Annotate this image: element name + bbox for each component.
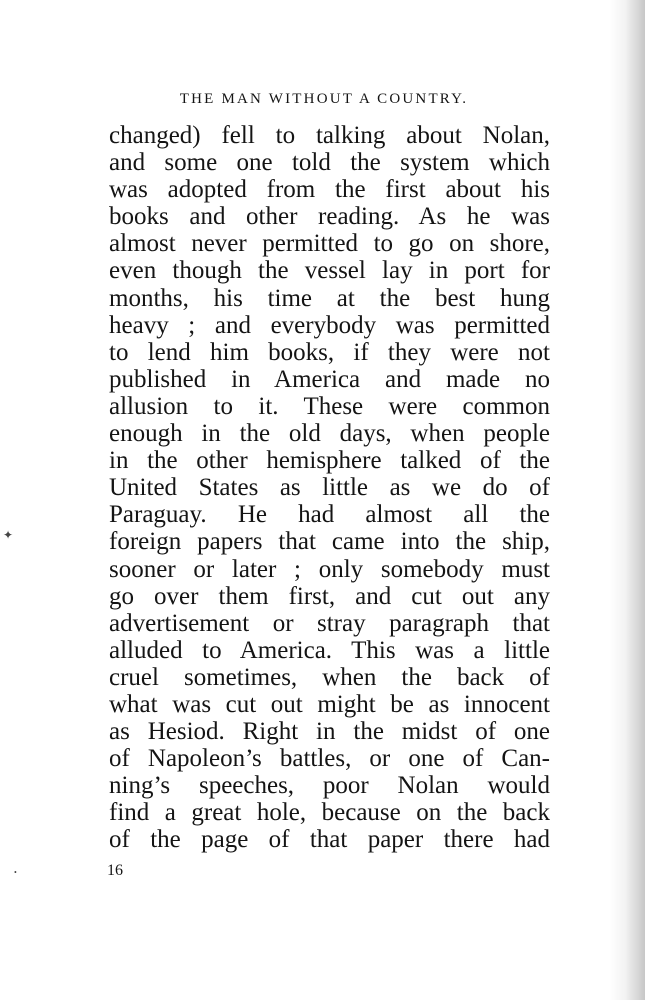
body-text bbox=[109, 122, 550, 854]
text-line: in the other hemisphere talked of the bbox=[109, 447, 550, 475]
text-line: enough in the old days, when people bbox=[109, 420, 550, 448]
text-line: and some one told the system which bbox=[109, 149, 550, 177]
text-line: Paraguay. He had almost all the bbox=[109, 501, 550, 529]
text-line: United States as little as we do of bbox=[109, 474, 550, 502]
text-line: ning’s speeches, poor Nolan would bbox=[109, 772, 550, 800]
scan-shadow-edge bbox=[609, 0, 645, 1000]
page-number: 16 bbox=[107, 862, 123, 879]
text-line: find a great hole, because on the back bbox=[109, 799, 550, 827]
text-line: heavy ; and everybody was permitted bbox=[109, 311, 550, 339]
text-line: of Napoleon’s battles, or one of Can- bbox=[109, 745, 550, 773]
text-line: cruel sometimes, when the back of bbox=[109, 663, 550, 691]
text-line: months, his time at the best hung bbox=[109, 284, 550, 312]
text-line: was adopted from the first about his bbox=[109, 176, 550, 204]
text-line: published in America and made no bbox=[109, 365, 550, 393]
text-line: to lend him books, if they were not bbox=[109, 338, 550, 366]
text-line: foreign papers that came into the ship, bbox=[109, 528, 550, 556]
text-line: advertisement or stray paragraph that bbox=[109, 609, 550, 637]
text-line: sooner or later ; only somebody must bbox=[109, 555, 550, 583]
text-line: allusion to it. These were common bbox=[109, 392, 550, 420]
text-line: even though the vessel lay in port for bbox=[109, 257, 550, 285]
text-line: go over them first, and cut out any bbox=[109, 582, 550, 610]
text-line: almost never permitted to go on shore, bbox=[109, 230, 550, 258]
text-line: as Hesiod. Right in the midst of one bbox=[109, 718, 550, 746]
text-line: books and other reading. As he was bbox=[109, 203, 550, 231]
running-head: THE MAN WITHOUT A COUNTRY. bbox=[179, 91, 469, 107]
text-line: of the page of that paper there had bbox=[109, 826, 550, 854]
margin-speck-mark: ✦ bbox=[3, 528, 14, 542]
text-line: what was cut out might be as innocent bbox=[109, 690, 550, 718]
margin-dot-mark: • bbox=[14, 868, 17, 877]
text-line: changed) fell to talking about Nolan, bbox=[109, 122, 550, 149]
text-line: alluded to America. This was a little bbox=[109, 636, 550, 664]
